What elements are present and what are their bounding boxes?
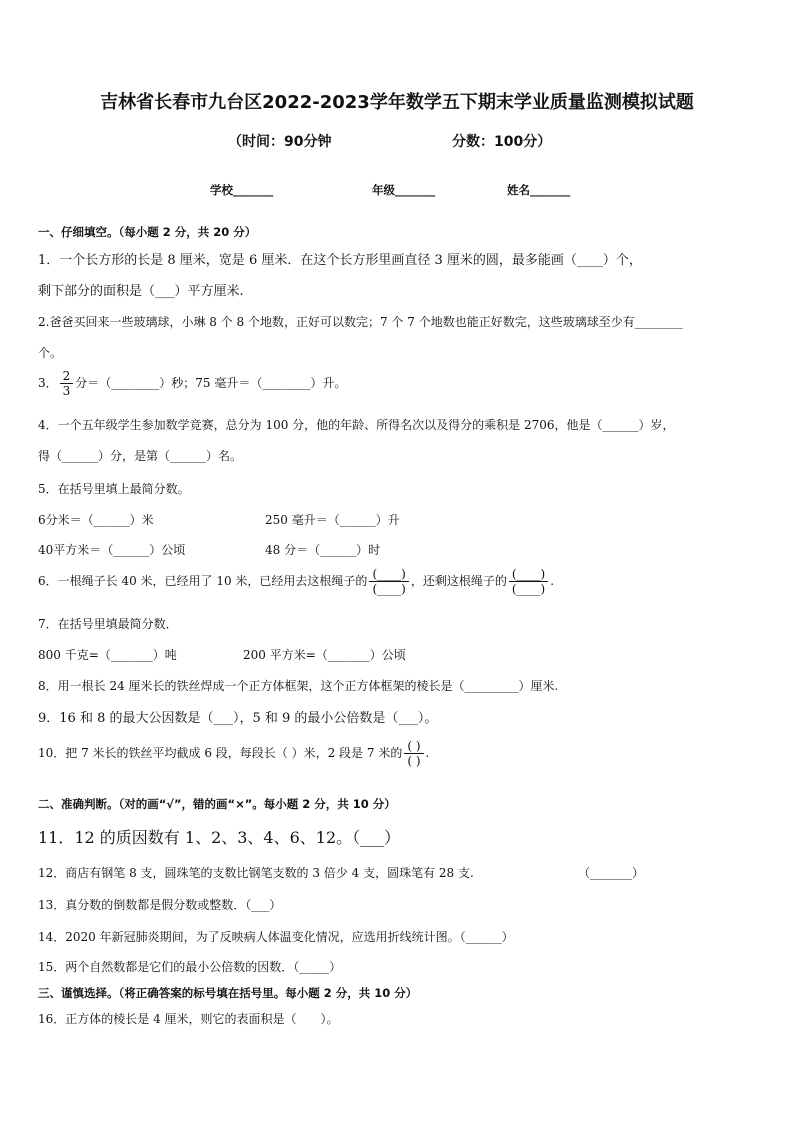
question-5-item-c: 40平方米＝（______）公顷 (38, 543, 186, 557)
question-6-text: 6．一根绳子长 40 米，已经用了 10 米，已经用去这根绳子的 (38, 574, 368, 588)
question-12: 12．商店有钢笔 8 支，圆珠笔的支数比钢笔支数的 3 倍少 4 支，圆珠笔有 28 支. (38, 866, 474, 880)
fraction-numerator: 2 (60, 370, 74, 384)
fraction-numerator-blank: (____) (369, 568, 408, 582)
question-6-end: . (550, 574, 555, 588)
question-16: 16．正方体的棱长是 4 厘米，则它的表面积是（ ）。 (38, 1012, 339, 1026)
section-2-heading: 二、准确判断。（对的画“√”，错的画“×”。每小题 2 分，共 10 分） (38, 797, 396, 811)
question-1-line-1: 1．一个长方形的长是 8 厘米，宽是 6 厘米．在这个长方形里画直径 3 厘米的圆，最多能画（____）个， (38, 253, 642, 268)
question-6-mid: ，还剩这根绳子的 (410, 574, 507, 588)
question-2-line-1: 2.爸爸买回来一些玻璃球，小琳 8 个 8 个地数，正好可以数完；7 个 7 个地数也能正好数完，这些玻璃球至少有________ (38, 315, 683, 329)
grade-field: 年级_______ (372, 183, 436, 197)
question-5-item-a: 6分米＝（______）米 (38, 513, 154, 527)
question-9: 9．16 和 8 的最大公因数是（___），5 和 9 的最小公倍数是（___）。 (38, 711, 438, 726)
question-5-item-b: 250 毫升＝（______）升 (265, 513, 400, 527)
question-14: 14．2020 年新冠肺炎期间，为了反映病人体温变化情况，应选用折线统计图。（______） (38, 930, 514, 944)
fraction-two-thirds (60, 370, 74, 397)
fraction-blank-remaining (509, 568, 548, 595)
question-5: 5．在括号里填上最简分数。 (38, 482, 190, 496)
fraction-denominator: 3 (62, 384, 71, 398)
question-7: 7．在括号里填最简分数． (38, 617, 178, 631)
question-13: 13．真分数的倒数都是假分数或整数．（___） (38, 898, 282, 912)
question-1-line-2: 剩下部分的面积是（___）平方厘米. (38, 284, 244, 299)
exam-time: （时间：90分钟 (228, 134, 332, 150)
fraction-denominator-blank: ( ) (407, 754, 421, 768)
question-3-number: 3． (38, 376, 58, 390)
question-10 (38, 740, 429, 767)
question-15: 15．两个自然数都是它们的最小公倍数的因数．（_____） (38, 960, 342, 974)
fraction-numerator-blank: (____) (509, 568, 548, 582)
question-2-line-2: 个。 (38, 346, 63, 360)
question-7-item-b: 200 平方米=（_______）公顷 (243, 648, 406, 662)
question-12-answer-blank[interactable]: （_______） (578, 866, 645, 880)
question-5-item-d: 48 分＝（______）时 (265, 543, 381, 557)
fraction-blank (404, 740, 423, 767)
fraction-numerator-blank: ( ) (404, 740, 423, 754)
question-10-end: . (425, 746, 430, 760)
school-field: 学校_______ (210, 183, 274, 197)
page-title: 吉林省长春市九台区2022-2023学年数学五下期末学业质量监测模拟试题 (100, 92, 694, 113)
section-3-heading: 三、谨慎选择。（将正确答案的标号填在括号里。每小题 2 分，共 10 分） (38, 986, 418, 1000)
question-8: 8．用一根长 24 厘米长的铁丝焊成一个正方体框架，这个正方体框架的棱长是（_________）厘米. (38, 679, 559, 693)
question-3 (38, 370, 346, 397)
fraction-denominator-blank: (____) (511, 582, 546, 596)
name-field: 姓名_______ (507, 183, 571, 197)
fraction-blank-used (369, 568, 408, 595)
question-10-text: 10．把 7 米长的铁丝平均截成 6 段，每段长（ ）米，2 段是 7 米的 (38, 746, 403, 760)
question-3-text: 分＝（________）秒；75 毫升＝（________）升。 (75, 376, 347, 390)
question-4-line-1: 4．一个五年级学生参加数学竞赛，总分为 100 分，他的年龄、所得名次以及得分的乘积是 2706，他是（______）岁， (38, 418, 675, 432)
question-7-item-a: 800 千克=（_______）吨 (38, 648, 177, 662)
section-1-heading: 一、仔细填空。（每小题 2 分，共 20 分） (38, 225, 257, 239)
question-11: 11．12 的质因数有 1、2、3、4、6、12。（___） (38, 828, 401, 847)
question-4-line-2: 得（______）分，是第（______）名。 (38, 449, 243, 463)
fraction-denominator-blank: (____) (372, 582, 406, 596)
exam-score: 分数：100分） (452, 134, 552, 150)
question-6 (38, 568, 554, 595)
